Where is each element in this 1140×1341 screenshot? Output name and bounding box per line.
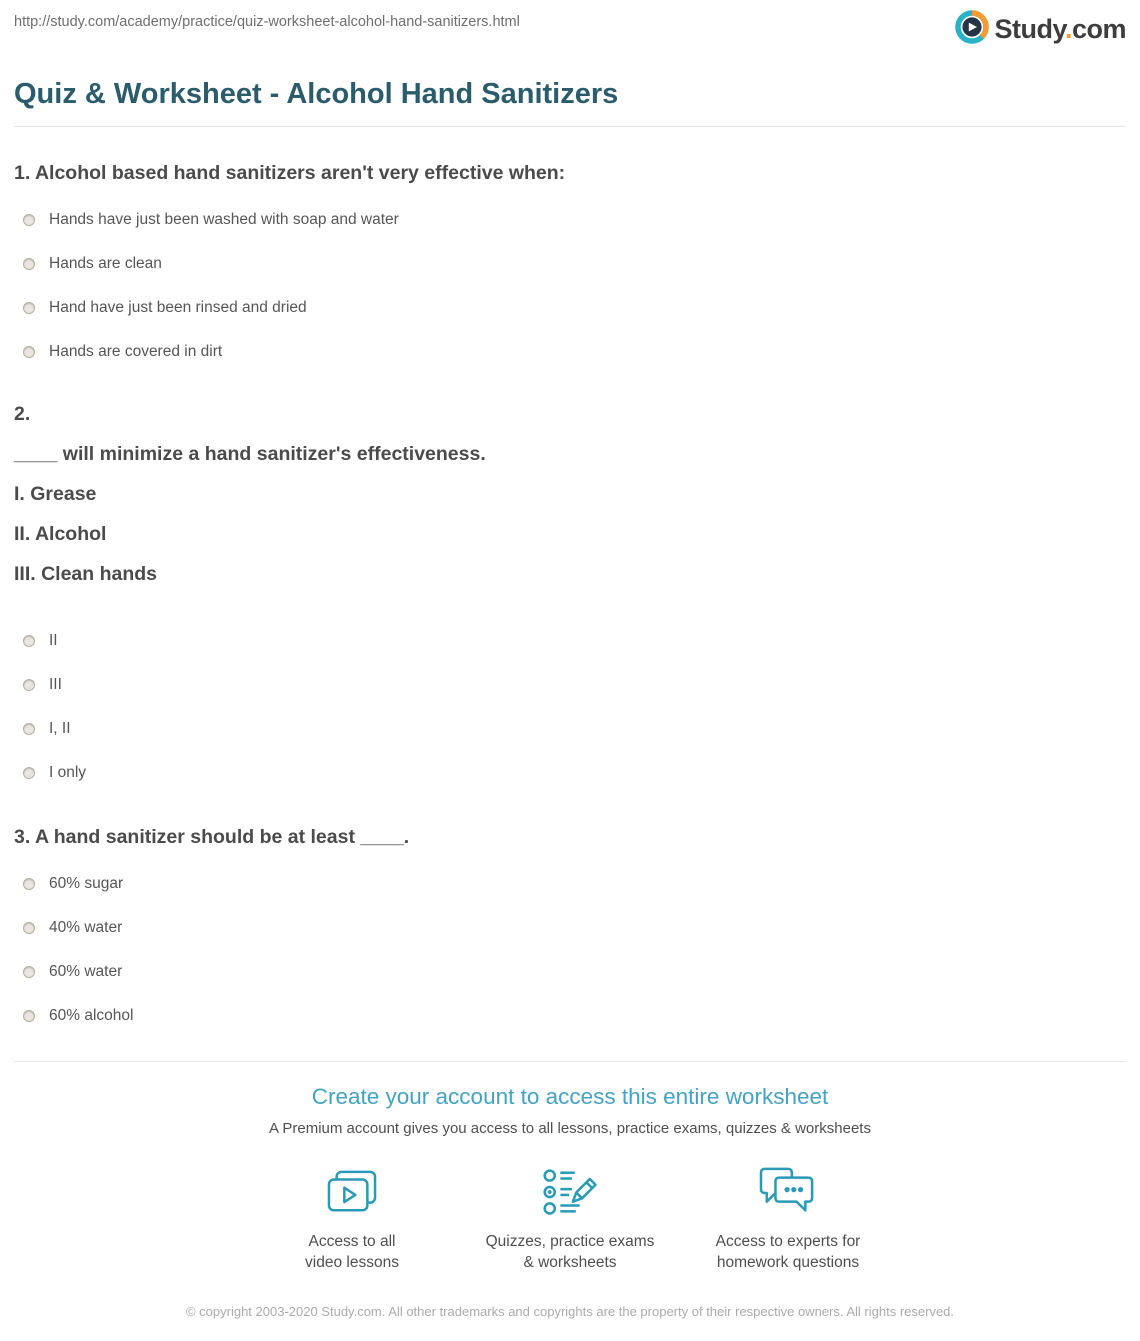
answer-option[interactable] [14,209,1126,231]
quizzes-worksheets-icon [540,1163,600,1223]
studycom-logo[interactable] [955,10,1126,49]
question-3-options [14,873,1126,1027]
question-2-item-1: I. Grease [14,483,97,505]
features-row [14,1163,1126,1273]
answer-option[interactable] [14,341,1126,363]
signup-heading: Create your account to access this entire worksheet [311,1084,829,1109]
radio-button[interactable] [23,1010,35,1022]
studycom-logo-text: Study.com [994,14,1126,44]
radio-button[interactable] [23,635,35,647]
question-2-number: 2. [14,403,31,425]
radio-button[interactable] [23,767,35,779]
question-3-prompt: 3. A hand sanitizer should be at least ____. [14,826,410,848]
radio-button[interactable] [23,346,35,358]
answer-option-label: 60% alcohol [49,1007,134,1024]
signup-section [14,1062,1126,1341]
radio-button[interactable] [23,302,35,314]
page-header [14,0,1126,49]
title-divider [14,126,1126,127]
copyright-text: © copyright 2003-2020 Study.com. All other trademarks and copyrights are the property of their respective owners. All rights reserved. [185,1304,955,1319]
page-title: Quiz & Worksheet - Alcohol Hand Sanitizers [14,78,619,110]
question-2-item-2: II. Alcohol [14,523,107,545]
answer-option-label: 60% water [49,963,123,980]
answer-option[interactable] [14,917,1126,939]
radio-button[interactable] [23,723,35,735]
feature-label: Access to experts for homework questions [715,1233,861,1271]
radio-button[interactable] [23,878,35,890]
answer-option[interactable] [14,873,1126,895]
answer-option-label: 60% sugar [49,875,124,892]
studycom-play-icon [955,10,989,49]
answer-option-label: 40% water [49,919,123,936]
question-1-options [14,209,1126,363]
question-3-block [14,824,1126,1027]
chat-experts-icon [758,1163,818,1223]
question-2-options [14,630,1126,784]
answer-option-label: Hand have just been rinsed and dried [49,299,307,316]
answer-option[interactable] [14,674,1126,696]
answer-option-label: II [49,632,58,649]
answer-option-label: III [49,676,62,693]
question-1-block [14,160,1126,363]
answer-option[interactable] [14,961,1126,983]
answer-option[interactable] [14,297,1126,319]
question-2-block [14,401,1126,784]
feature-video-lessons [243,1163,461,1273]
feature-quizzes-worksheets [461,1163,679,1273]
feature-expert-help [679,1163,897,1273]
answer-option-label: I, II [49,720,71,737]
question-2-item-3: III. Clean hands [14,563,158,585]
answer-option-label: Hands have just been washed with soap and water [49,211,399,228]
answer-option[interactable] [14,762,1126,784]
feature-label: Quizzes, practice exams & worksheets [485,1233,655,1271]
answer-option[interactable] [14,718,1126,740]
answer-option-label: I only [49,764,87,781]
signup-subheading: A Premium account gives you access to all lessons, practice exams, quizzes & worksheets [269,1120,871,1137]
radio-button[interactable] [23,966,35,978]
source-url: http://study.com/academy/practice/quiz-worksheet-alcohol-hand-sanitizers.html [14,14,520,30]
radio-button[interactable] [23,214,35,226]
answer-option[interactable] [14,253,1126,275]
answer-option[interactable] [14,1005,1126,1027]
radio-button[interactable] [23,679,35,691]
radio-button[interactable] [23,258,35,270]
question-2-prompt: ____ will minimize a hand sanitizer's effectiveness. [14,443,486,465]
video-lessons-icon [324,1163,380,1223]
answer-option-label: Hands are covered in dirt [49,343,223,360]
radio-button[interactable] [23,922,35,934]
feature-label: Access to all video lessons [305,1233,399,1271]
answer-option[interactable] [14,630,1126,652]
question-1-prompt: 1. Alcohol based hand sanitizers aren't very effective when: [14,162,566,184]
answer-option-label: Hands are clean [49,255,162,272]
